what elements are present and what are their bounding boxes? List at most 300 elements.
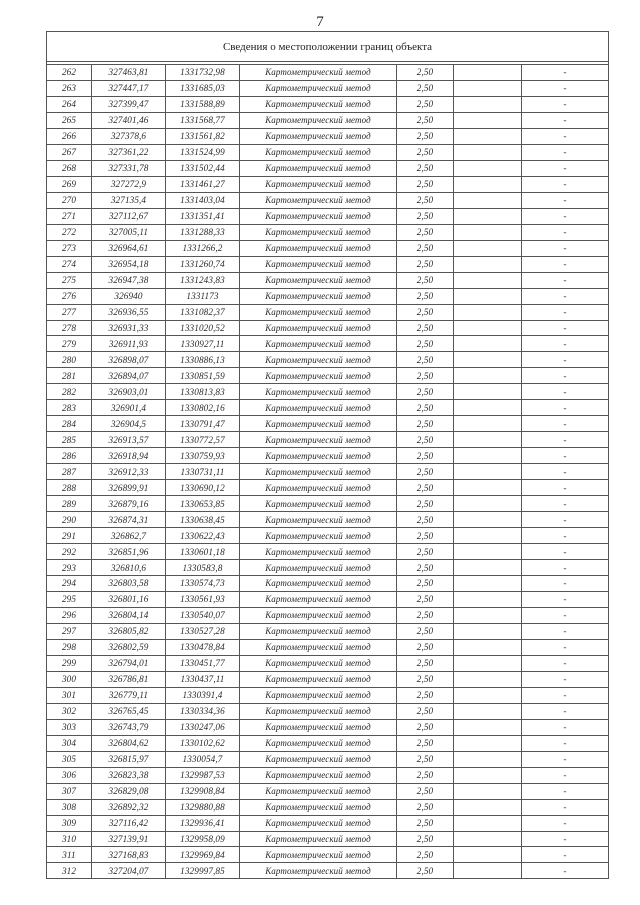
- accuracy-value: 2,50: [397, 464, 454, 480]
- y-coordinate: 1331260,74: [166, 256, 240, 272]
- y-coordinate: 1330437,11: [166, 671, 240, 687]
- point-number: 294: [47, 576, 92, 592]
- determination-method: Картометрический метод: [240, 703, 397, 719]
- y-coordinate: 1330451,77: [166, 655, 240, 671]
- determination-method: Картометрический метод: [240, 65, 397, 81]
- determination-method: Картометрический метод: [240, 512, 397, 528]
- empty-cell: [454, 751, 522, 767]
- accuracy-value: 2,50: [397, 336, 454, 352]
- y-coordinate: 1331502,44: [166, 160, 240, 176]
- accuracy-value: 2,50: [397, 208, 454, 224]
- x-coordinate: 326805,82: [92, 623, 166, 639]
- accuracy-value: 2,50: [397, 368, 454, 384]
- table-row: [47, 384, 609, 400]
- table-row: [47, 112, 609, 128]
- empty-cell: [454, 815, 522, 831]
- accuracy-value: 2,50: [397, 560, 454, 576]
- y-coordinate: 1330759,93: [166, 448, 240, 464]
- table-row: [47, 623, 609, 639]
- y-coordinate: 1330622,43: [166, 528, 240, 544]
- determination-method: Картометрический метод: [240, 528, 397, 544]
- x-coordinate: 327399,47: [92, 96, 166, 112]
- description-dash: -: [522, 256, 609, 272]
- y-coordinate: 1330851,59: [166, 368, 240, 384]
- point-number: 262: [47, 65, 92, 81]
- x-coordinate: 326936,55: [92, 304, 166, 320]
- point-number: 302: [47, 703, 92, 719]
- description-dash: -: [522, 544, 609, 560]
- x-coordinate: 326913,57: [92, 432, 166, 448]
- empty-cell: [454, 783, 522, 799]
- empty-cell: [454, 224, 522, 240]
- x-coordinate: 326804,14: [92, 607, 166, 623]
- point-number: 298: [47, 639, 92, 655]
- description-dash: -: [522, 176, 609, 192]
- description-dash: -: [522, 448, 609, 464]
- point-number: 282: [47, 384, 92, 400]
- empty-cell: [454, 80, 522, 96]
- empty-cell: [454, 607, 522, 623]
- empty-cell: [454, 512, 522, 528]
- determination-method: Картометрический метод: [240, 256, 397, 272]
- determination-method: Картометрический метод: [240, 671, 397, 687]
- point-number: 306: [47, 767, 92, 783]
- description-dash: -: [522, 671, 609, 687]
- accuracy-value: 2,50: [397, 432, 454, 448]
- y-coordinate: 1331243,83: [166, 272, 240, 288]
- x-coordinate: 327378,6: [92, 128, 166, 144]
- table-row: [47, 799, 609, 815]
- accuracy-value: 2,50: [397, 480, 454, 496]
- determination-method: Картометрический метод: [240, 368, 397, 384]
- point-number: 289: [47, 496, 92, 512]
- table-row: [47, 336, 609, 352]
- table-row: [47, 512, 609, 528]
- y-coordinate: 1329997,85: [166, 863, 240, 879]
- determination-method: Картометрический метод: [240, 847, 397, 863]
- empty-cell: [454, 320, 522, 336]
- determination-method: Картометрический метод: [240, 224, 397, 240]
- accuracy-value: 2,50: [397, 400, 454, 416]
- y-coordinate: 1330601,18: [166, 544, 240, 560]
- determination-method: Картометрический метод: [240, 576, 397, 592]
- y-coordinate: 1330583,8: [166, 560, 240, 576]
- description-dash: -: [522, 160, 609, 176]
- point-number: 297: [47, 623, 92, 639]
- table-row: [47, 639, 609, 655]
- y-coordinate: 1329880,88: [166, 799, 240, 815]
- x-coordinate: 327401,46: [92, 112, 166, 128]
- accuracy-value: 2,50: [397, 671, 454, 687]
- empty-cell: [454, 384, 522, 400]
- y-coordinate: 1330813,83: [166, 384, 240, 400]
- x-coordinate: 326743,79: [92, 719, 166, 735]
- y-coordinate: 1329908,84: [166, 783, 240, 799]
- x-coordinate: 326794,01: [92, 655, 166, 671]
- accuracy-value: 2,50: [397, 863, 454, 879]
- empty-cell: [454, 863, 522, 879]
- accuracy-value: 2,50: [397, 847, 454, 863]
- y-coordinate: 1331732,98: [166, 65, 240, 81]
- determination-method: Картометрический метод: [240, 80, 397, 96]
- description-dash: -: [522, 80, 609, 96]
- point-number: 293: [47, 560, 92, 576]
- y-coordinate: 1330574,73: [166, 576, 240, 592]
- determination-method: Картометрический метод: [240, 320, 397, 336]
- y-coordinate: 1331568,77: [166, 112, 240, 128]
- determination-method: Картометрический метод: [240, 783, 397, 799]
- accuracy-value: 2,50: [397, 815, 454, 831]
- description-dash: -: [522, 65, 609, 81]
- point-number: 311: [47, 847, 92, 863]
- table-row: [47, 480, 609, 496]
- accuracy-value: 2,50: [397, 512, 454, 528]
- empty-cell: [454, 128, 522, 144]
- determination-method: Картометрический метод: [240, 687, 397, 703]
- empty-cell: [454, 560, 522, 576]
- y-coordinate: 1330886,13: [166, 352, 240, 368]
- x-coordinate: 326815,97: [92, 751, 166, 767]
- accuracy-value: 2,50: [397, 576, 454, 592]
- y-coordinate: 1331288,33: [166, 224, 240, 240]
- point-number: 300: [47, 671, 92, 687]
- point-number: 291: [47, 528, 92, 544]
- point-number: 308: [47, 799, 92, 815]
- empty-cell: [454, 528, 522, 544]
- description-dash: -: [522, 288, 609, 304]
- y-coordinate: 1330247,06: [166, 719, 240, 735]
- determination-method: Картометрический метод: [240, 272, 397, 288]
- x-coordinate: 327139,91: [92, 831, 166, 847]
- description-dash: -: [522, 480, 609, 496]
- y-coordinate: 1329936,41: [166, 815, 240, 831]
- accuracy-value: 2,50: [397, 448, 454, 464]
- table-body: [47, 65, 609, 879]
- determination-method: Картометрический метод: [240, 591, 397, 607]
- description-dash: -: [522, 607, 609, 623]
- description-dash: -: [522, 128, 609, 144]
- description-dash: -: [522, 735, 609, 751]
- empty-cell: [454, 336, 522, 352]
- description-dash: -: [522, 240, 609, 256]
- x-coordinate: 327272,9: [92, 176, 166, 192]
- table-row: [47, 831, 609, 847]
- empty-cell: [454, 639, 522, 655]
- determination-method: Картометрический метод: [240, 96, 397, 112]
- table-row: [47, 448, 609, 464]
- empty-cell: [454, 464, 522, 480]
- x-coordinate: 326903,01: [92, 384, 166, 400]
- empty-cell: [454, 687, 522, 703]
- x-coordinate: 326931,33: [92, 320, 166, 336]
- determination-method: Картометрический метод: [240, 623, 397, 639]
- point-number: 273: [47, 240, 92, 256]
- table-row: [47, 751, 609, 767]
- point-number: 267: [47, 144, 92, 160]
- determination-method: Картометрический метод: [240, 432, 397, 448]
- description-dash: -: [522, 352, 609, 368]
- determination-method: Картометрический метод: [240, 128, 397, 144]
- table-title: Сведения о местоположении границ объекта: [47, 32, 609, 62]
- empty-cell: [454, 655, 522, 671]
- x-coordinate: 326802,59: [92, 639, 166, 655]
- page-number: 7: [316, 14, 324, 30]
- determination-method: Картометрический метод: [240, 464, 397, 480]
- table-row: [47, 576, 609, 592]
- accuracy-value: 2,50: [397, 639, 454, 655]
- table-row: [47, 496, 609, 512]
- determination-method: Картометрический метод: [240, 480, 397, 496]
- empty-cell: [454, 256, 522, 272]
- point-number: 286: [47, 448, 92, 464]
- x-coordinate: 327005,11: [92, 224, 166, 240]
- accuracy-value: 2,50: [397, 352, 454, 368]
- point-number: 271: [47, 208, 92, 224]
- description-dash: -: [522, 224, 609, 240]
- empty-cell: [454, 735, 522, 751]
- description-dash: -: [522, 208, 609, 224]
- description-dash: -: [522, 144, 609, 160]
- description-dash: -: [522, 368, 609, 384]
- table-row: [47, 224, 609, 240]
- x-coordinate: 326810,6: [92, 560, 166, 576]
- table-row: [47, 288, 609, 304]
- x-coordinate: 326898,07: [92, 352, 166, 368]
- description-dash: -: [522, 751, 609, 767]
- y-coordinate: 1330391,4: [166, 687, 240, 703]
- description-dash: -: [522, 432, 609, 448]
- description-dash: -: [522, 192, 609, 208]
- boundary-coordinates-table: [46, 31, 609, 879]
- y-coordinate: 1329969,84: [166, 847, 240, 863]
- x-coordinate: 326801,16: [92, 591, 166, 607]
- table-row: [47, 256, 609, 272]
- description-dash: -: [522, 847, 609, 863]
- table-row: [47, 96, 609, 112]
- y-coordinate: 1330638,45: [166, 512, 240, 528]
- table-row: [47, 735, 609, 751]
- description-dash: -: [522, 496, 609, 512]
- table-row: [47, 432, 609, 448]
- x-coordinate: 327112,67: [92, 208, 166, 224]
- table-row: [47, 320, 609, 336]
- accuracy-value: 2,50: [397, 304, 454, 320]
- table-row: [47, 192, 609, 208]
- point-number: 278: [47, 320, 92, 336]
- y-coordinate: 1330334,36: [166, 703, 240, 719]
- description-dash: -: [522, 815, 609, 831]
- accuracy-value: 2,50: [397, 767, 454, 783]
- table-row: [47, 208, 609, 224]
- y-coordinate: 1331403,04: [166, 192, 240, 208]
- point-number: 295: [47, 591, 92, 607]
- x-coordinate: 326899,91: [92, 480, 166, 496]
- description-dash: -: [522, 320, 609, 336]
- determination-method: Картометрический метод: [240, 751, 397, 767]
- determination-method: Картометрический метод: [240, 160, 397, 176]
- x-coordinate: 327447,17: [92, 80, 166, 96]
- point-number: 305: [47, 751, 92, 767]
- determination-method: Картометрический метод: [240, 288, 397, 304]
- determination-method: Картометрический метод: [240, 112, 397, 128]
- empty-cell: [454, 671, 522, 687]
- description-dash: -: [522, 336, 609, 352]
- empty-cell: [454, 591, 522, 607]
- point-number: 269: [47, 176, 92, 192]
- y-coordinate: 1330927,11: [166, 336, 240, 352]
- description-dash: -: [522, 96, 609, 112]
- empty-cell: [454, 160, 522, 176]
- x-coordinate: 326911,93: [92, 336, 166, 352]
- description-dash: -: [522, 687, 609, 703]
- accuracy-value: 2,50: [397, 528, 454, 544]
- table-row: [47, 240, 609, 256]
- description-dash: -: [522, 767, 609, 783]
- empty-cell: [454, 623, 522, 639]
- empty-cell: [454, 176, 522, 192]
- point-number: 263: [47, 80, 92, 96]
- accuracy-value: 2,50: [397, 144, 454, 160]
- table-row: [47, 304, 609, 320]
- accuracy-value: 2,50: [397, 607, 454, 623]
- empty-cell: [454, 496, 522, 512]
- determination-method: Картометрический метод: [240, 336, 397, 352]
- point-number: 285: [47, 432, 92, 448]
- empty-cell: [454, 400, 522, 416]
- y-coordinate: 1331561,82: [166, 128, 240, 144]
- x-coordinate: 327135,4: [92, 192, 166, 208]
- table-row: [47, 128, 609, 144]
- accuracy-value: 2,50: [397, 96, 454, 112]
- accuracy-value: 2,50: [397, 751, 454, 767]
- y-coordinate: 1331461,27: [166, 176, 240, 192]
- determination-method: Картометрический метод: [240, 448, 397, 464]
- table-row: [47, 352, 609, 368]
- table-row: [47, 767, 609, 783]
- accuracy-value: 2,50: [397, 687, 454, 703]
- empty-cell: [454, 112, 522, 128]
- point-number: 292: [47, 544, 92, 560]
- description-dash: -: [522, 304, 609, 320]
- determination-method: Картометрический метод: [240, 735, 397, 751]
- point-number: 310: [47, 831, 92, 847]
- empty-cell: [454, 831, 522, 847]
- x-coordinate: 327331,78: [92, 160, 166, 176]
- point-number: 264: [47, 96, 92, 112]
- x-coordinate: 326786,81: [92, 671, 166, 687]
- description-dash: -: [522, 863, 609, 879]
- point-number: 277: [47, 304, 92, 320]
- accuracy-value: 2,50: [397, 799, 454, 815]
- determination-method: Картометрический метод: [240, 863, 397, 879]
- description-dash: -: [522, 639, 609, 655]
- y-coordinate: 1329987,53: [166, 767, 240, 783]
- empty-cell: [454, 272, 522, 288]
- accuracy-value: 2,50: [397, 623, 454, 639]
- point-number: 312: [47, 863, 92, 879]
- y-coordinate: 1331020,52: [166, 320, 240, 336]
- table-row: [47, 544, 609, 560]
- table-row: [47, 144, 609, 160]
- determination-method: Картометрический метод: [240, 400, 397, 416]
- table-row: [47, 560, 609, 576]
- empty-cell: [454, 799, 522, 815]
- point-number: 288: [47, 480, 92, 496]
- x-coordinate: 326804,62: [92, 735, 166, 751]
- x-coordinate: 326765,45: [92, 703, 166, 719]
- accuracy-value: 2,50: [397, 240, 454, 256]
- table-row: [47, 464, 609, 480]
- table-row: [47, 703, 609, 719]
- accuracy-value: 2,50: [397, 256, 454, 272]
- point-number: 287: [47, 464, 92, 480]
- determination-method: Картометрический метод: [240, 544, 397, 560]
- determination-method: Картометрический метод: [240, 655, 397, 671]
- empty-cell: [454, 65, 522, 81]
- x-coordinate: 326904,5: [92, 416, 166, 432]
- empty-cell: [454, 352, 522, 368]
- point-number: 266: [47, 128, 92, 144]
- description-dash: -: [522, 703, 609, 719]
- table-row: [47, 655, 609, 671]
- determination-method: Картометрический метод: [240, 208, 397, 224]
- determination-method: Картометрический метод: [240, 496, 397, 512]
- table-row: [47, 719, 609, 735]
- point-number: 274: [47, 256, 92, 272]
- y-coordinate: 1330478,84: [166, 639, 240, 655]
- y-coordinate: 1331524,99: [166, 144, 240, 160]
- table-row: [47, 272, 609, 288]
- table-row: [47, 863, 609, 879]
- point-number: 290: [47, 512, 92, 528]
- x-coordinate: 326912,33: [92, 464, 166, 480]
- determination-method: Картометрический метод: [240, 831, 397, 847]
- accuracy-value: 2,50: [397, 416, 454, 432]
- table-row: [47, 783, 609, 799]
- accuracy-value: 2,50: [397, 224, 454, 240]
- description-dash: -: [522, 576, 609, 592]
- accuracy-value: 2,50: [397, 544, 454, 560]
- table-row: [47, 65, 609, 81]
- description-dash: -: [522, 655, 609, 671]
- accuracy-value: 2,50: [397, 831, 454, 847]
- x-coordinate: 326964,61: [92, 240, 166, 256]
- table-row: [47, 607, 609, 623]
- y-coordinate: 1331685,03: [166, 80, 240, 96]
- y-coordinate: 1330802,16: [166, 400, 240, 416]
- table-row: [47, 671, 609, 687]
- description-dash: -: [522, 416, 609, 432]
- empty-cell: [454, 703, 522, 719]
- accuracy-value: 2,50: [397, 591, 454, 607]
- accuracy-value: 2,50: [397, 735, 454, 751]
- empty-cell: [454, 480, 522, 496]
- table-row: [47, 176, 609, 192]
- point-number: 276: [47, 288, 92, 304]
- empty-cell: [454, 576, 522, 592]
- point-number: 283: [47, 400, 92, 416]
- description-dash: -: [522, 623, 609, 639]
- point-number: 270: [47, 192, 92, 208]
- x-coordinate: 326892,32: [92, 799, 166, 815]
- point-number: 280: [47, 352, 92, 368]
- description-dash: -: [522, 528, 609, 544]
- empty-cell: [454, 416, 522, 432]
- description-dash: -: [522, 400, 609, 416]
- y-coordinate: 1331266,2: [166, 240, 240, 256]
- determination-method: Картометрический метод: [240, 607, 397, 623]
- determination-method: Картометрический метод: [240, 240, 397, 256]
